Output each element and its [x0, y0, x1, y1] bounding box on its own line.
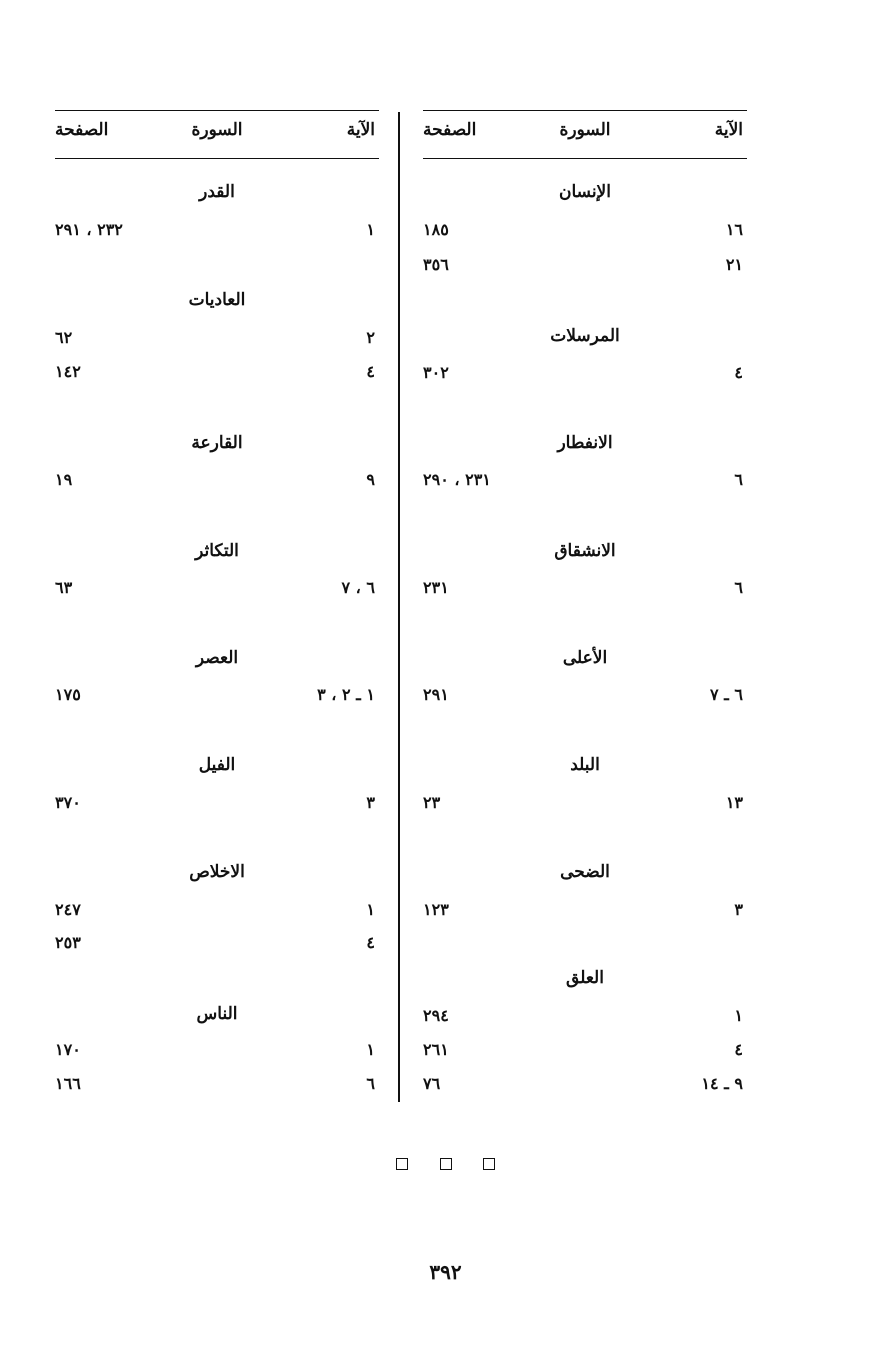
index-entry: [55, 933, 379, 957]
index-entry: [55, 1074, 379, 1098]
page-reference: ١٧٥: [55, 685, 81, 704]
index-entry: [423, 685, 747, 709]
surah-title: الانفطار: [557, 433, 613, 453]
square-ornament-icon: [440, 1158, 452, 1170]
index-entry: [423, 255, 747, 279]
ayah-number: ٦: [366, 1074, 375, 1093]
page-reference: ٢٣١ ، ٢٩٠: [423, 470, 491, 489]
header-rule: [423, 158, 747, 159]
surah-title: البلد: [570, 755, 600, 775]
surah-title: العاديات: [188, 290, 246, 310]
page-reference: ٦٣: [55, 578, 73, 597]
index-entry: [55, 328, 379, 352]
index-entry: [423, 470, 747, 494]
ayah-number: ٣: [734, 900, 743, 919]
header-page: الصفحة: [423, 120, 477, 140]
square-ornament-icon: [396, 1158, 408, 1170]
index-entry: [55, 362, 379, 386]
ayah-number: ١: [366, 900, 375, 919]
ayah-number: ٦: [734, 470, 743, 489]
index-entry: [55, 578, 379, 602]
index-entry: [55, 793, 379, 817]
surah-title: القارعة: [191, 433, 243, 453]
page-reference: ٢٣٢ ، ٢٩١: [55, 220, 123, 239]
surah-title: الضحى: [560, 862, 610, 882]
surah-title: الانشقاق: [554, 541, 616, 561]
page-reference: ٢٦١: [423, 1040, 449, 1059]
page-reference: ٢٩١: [423, 685, 449, 704]
surah-title: الفيل: [198, 755, 236, 775]
left-column: [55, 110, 379, 1110]
ayah-number: ٢١: [725, 255, 743, 274]
column-divider: [398, 112, 400, 1102]
right-column: [423, 110, 747, 1110]
index-entry: [423, 1074, 747, 1098]
index-entry: [423, 1006, 747, 1030]
page-reference: ٢٣: [423, 793, 441, 812]
ayah-number: ٤: [366, 933, 375, 952]
index-entry: [423, 900, 747, 924]
ayah-number: ٩: [366, 470, 375, 489]
ayah-number: ٤: [734, 363, 743, 382]
ayah-number: ٦ ـ ٧: [709, 685, 743, 704]
ayah-number: ١٦: [725, 220, 743, 239]
page-reference: ١٩: [55, 470, 73, 489]
page-reference: ٦٢: [55, 328, 73, 347]
ayah-number: ٩ ـ ١٤: [701, 1074, 743, 1093]
surah-title: العصر: [195, 648, 239, 668]
ayah-number: ٣: [366, 793, 375, 812]
header-ayah: الآية: [346, 120, 375, 140]
page-number: ٣٩٢: [429, 1260, 462, 1284]
ayah-number: ١: [734, 1006, 743, 1025]
page-reference: ١٨٥: [423, 220, 449, 239]
surah-title: المرسلات: [550, 326, 620, 346]
surah-title: الإنسان: [559, 182, 611, 202]
surah-title: الأعلى: [562, 648, 608, 668]
index-entry: [423, 793, 747, 817]
index-entry: [423, 578, 747, 602]
ayah-number: ١: [366, 220, 375, 239]
top-rule: [55, 110, 379, 111]
index-entry: [55, 900, 379, 924]
square-ornament-icon: [483, 1158, 495, 1170]
header-surah: السورة: [559, 120, 611, 140]
index-entry: [55, 470, 379, 494]
header-page: الصفحة: [55, 120, 109, 140]
header-ayah: الآية: [714, 120, 743, 140]
section-end-ornaments: [0, 1155, 891, 1174]
page-reference: ١٧٠: [55, 1040, 81, 1059]
surah-title: الناس: [196, 1004, 238, 1024]
page-reference: ٧٦: [423, 1074, 441, 1093]
index-entry: [423, 220, 747, 244]
top-rule: [423, 110, 747, 111]
page-reference: ٣٠٢: [423, 363, 449, 382]
header-surah: السورة: [191, 120, 243, 140]
index-entry: [55, 685, 379, 709]
surah-title: القدر: [199, 182, 235, 202]
page-reference: ١٦٦: [55, 1074, 81, 1093]
ayah-number: ٦: [734, 578, 743, 597]
ayah-number: ١ ـ ٢ ، ٣: [317, 685, 375, 704]
page-reference: ١٤٢: [55, 362, 81, 381]
page-reference: ٢٩٤: [423, 1006, 449, 1025]
surah-title: الاخلاص: [189, 862, 245, 882]
page-reference: ٣٥٦: [423, 255, 449, 274]
index-entry: [423, 1040, 747, 1064]
ayah-number: ٢: [366, 328, 375, 347]
header-rule: [55, 158, 379, 159]
surah-title: العلق: [566, 968, 604, 988]
ayah-number: ١٣: [725, 793, 743, 812]
ayah-number: ٦ ، ٧: [341, 578, 375, 597]
page-reference: ٣٧٠: [55, 793, 81, 812]
page-reference: ٢٤٧: [55, 900, 81, 919]
index-entry: [55, 1040, 379, 1064]
index-entry: [423, 363, 747, 387]
ayah-number: ٤: [366, 362, 375, 381]
index-entry: [55, 220, 379, 244]
page-reference: ٢٣١: [423, 578, 449, 597]
ayah-number: ٤: [734, 1040, 743, 1059]
surah-title: التكاثر: [195, 541, 239, 561]
page-reference: ١٢٣: [423, 900, 449, 919]
page-reference: ٢٥٣: [55, 933, 81, 952]
ayah-number: ١: [366, 1040, 375, 1059]
